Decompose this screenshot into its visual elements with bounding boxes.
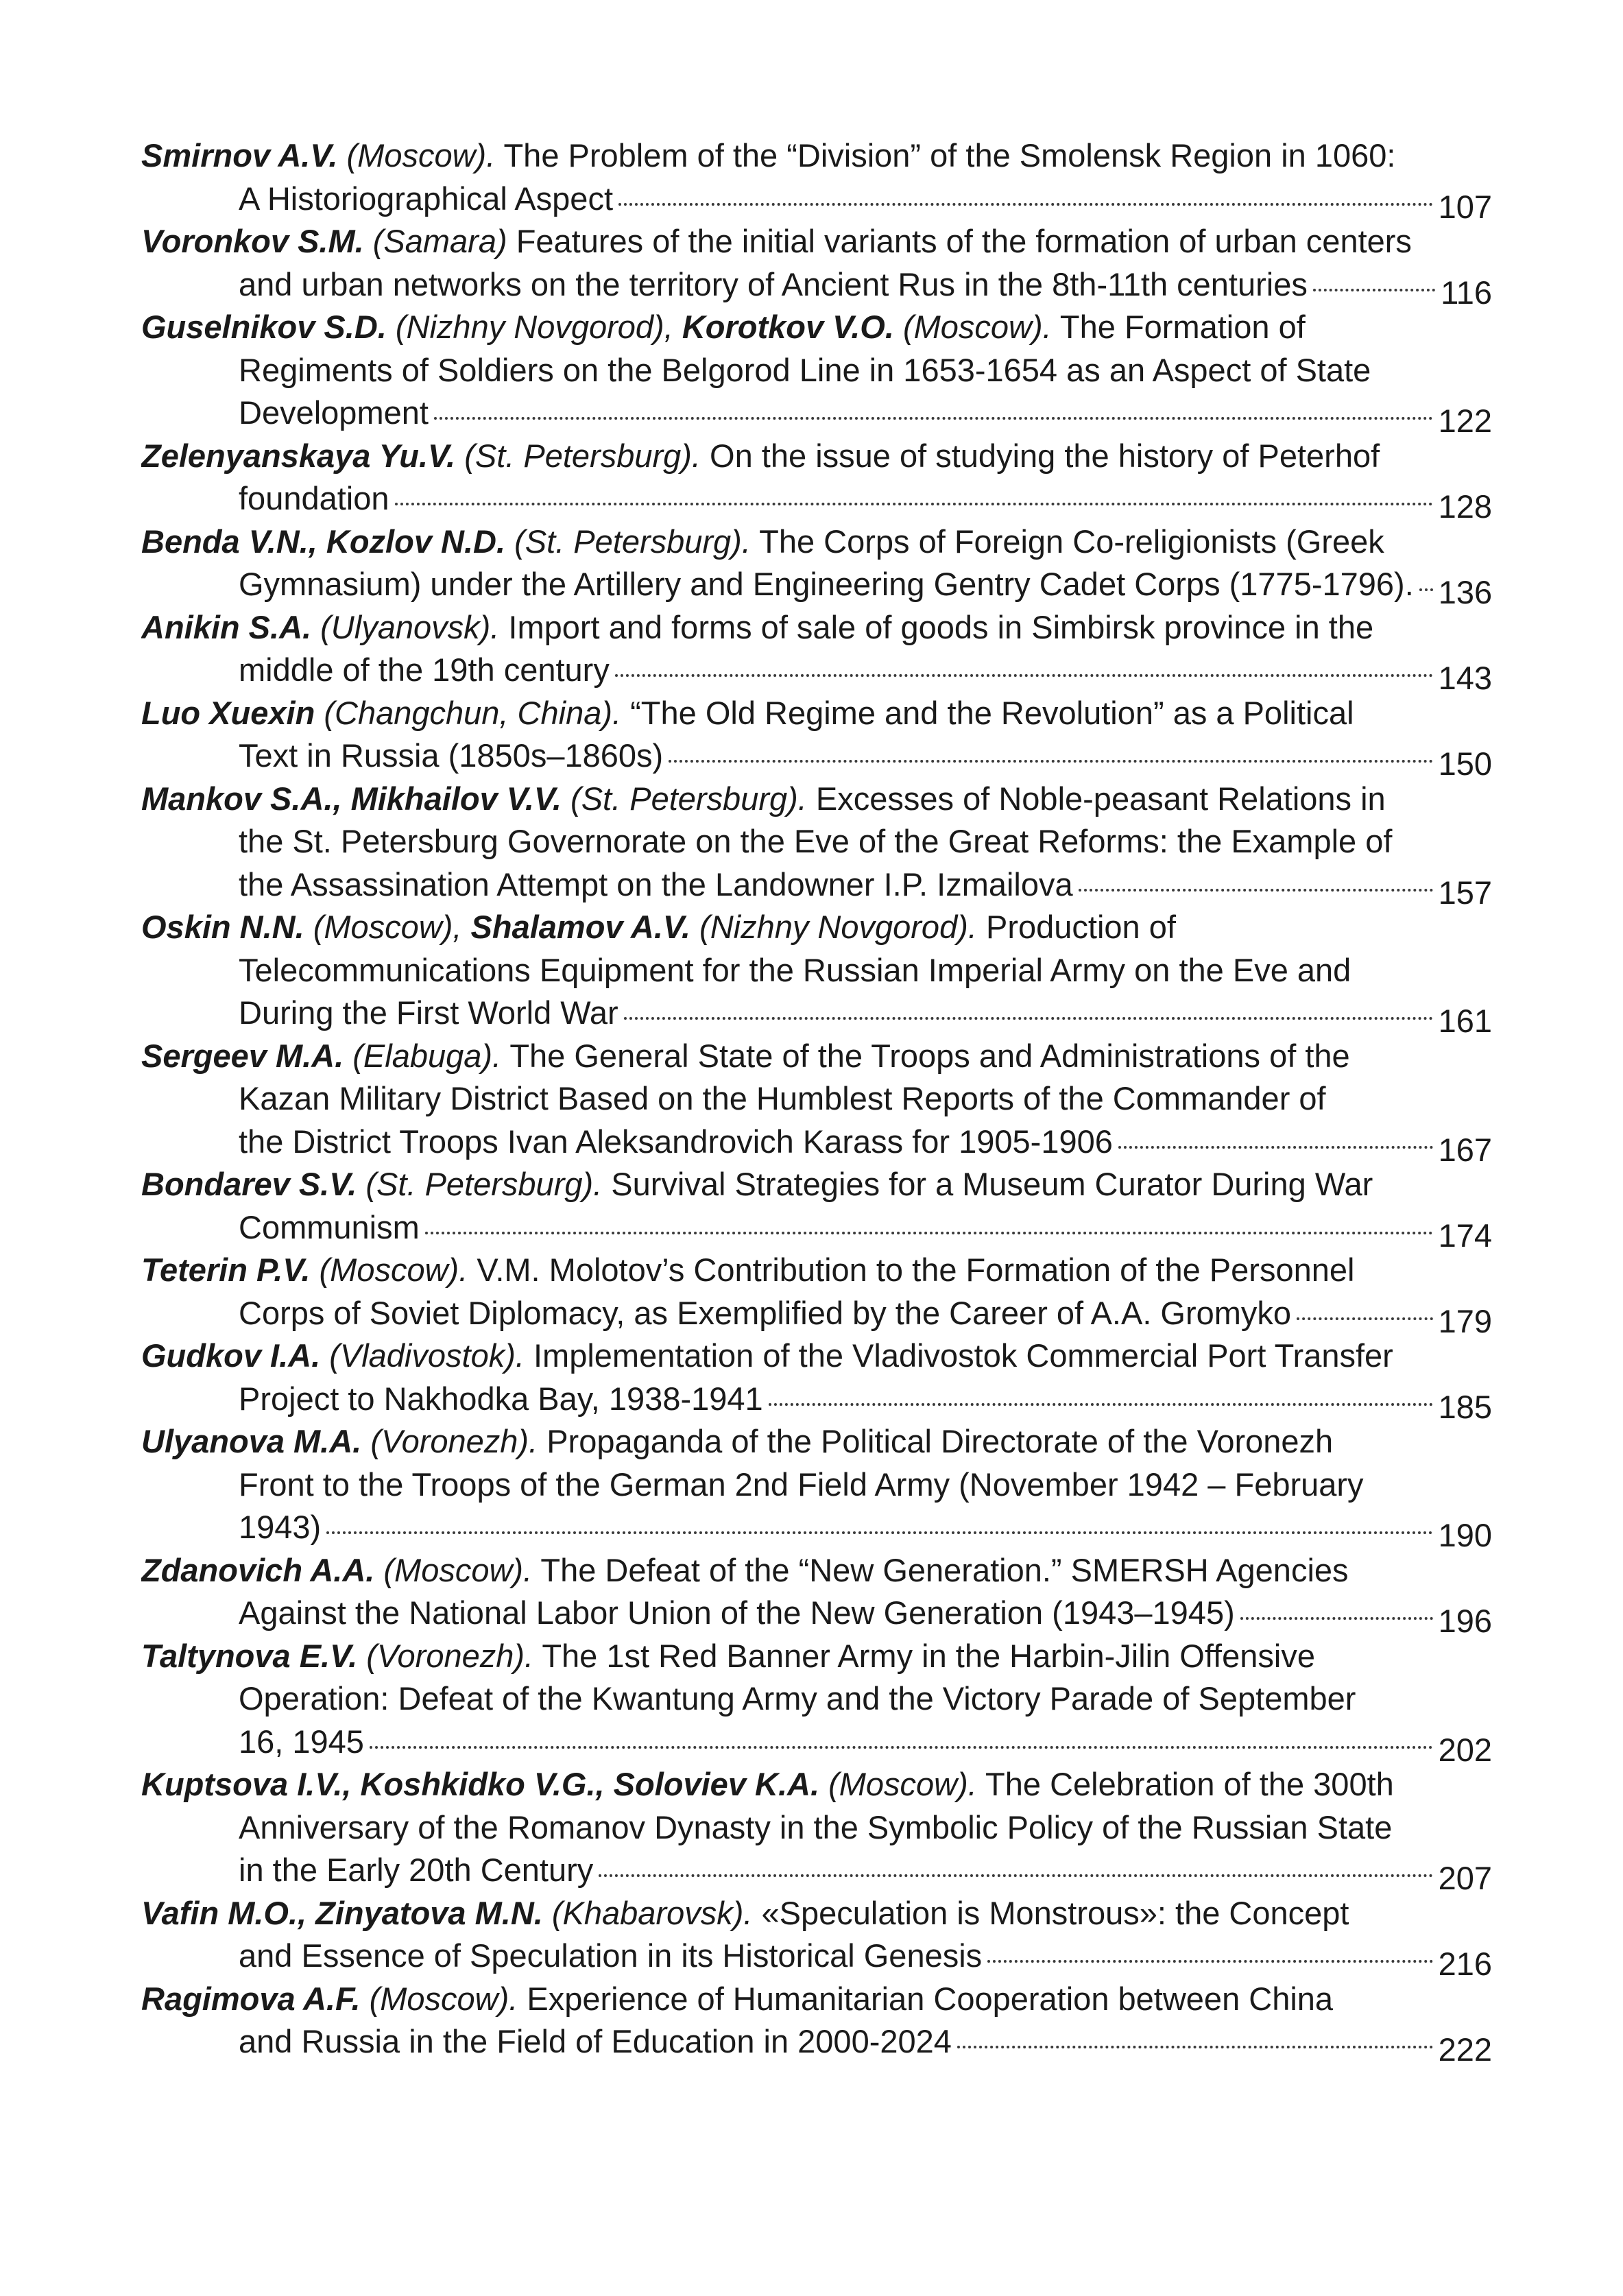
toc-entry-first-line — [141, 906, 1492, 949]
entry-last-line — [141, 863, 1492, 907]
entry-last-line — [141, 392, 1492, 435]
entry-title-start: Excesses of Noble-peasant Relations in — [815, 780, 1386, 817]
entry-page-number: 196 — [1438, 1603, 1492, 1635]
toc-entry-first-line — [141, 692, 1492, 735]
entry-page-number: 136 — [1438, 574, 1492, 606]
entry-city: (Moscow). — [369, 1980, 518, 2017]
entry-last-line — [141, 477, 1492, 521]
entry-title-end: and Russia in the Field of Education in 2000-2024 — [239, 2023, 952, 2059]
entry-page-number: 143 — [1438, 660, 1492, 692]
entry-title-start: Survival Strategies for a Museum Curator During War — [611, 1166, 1373, 1202]
dot-leader — [599, 1874, 1432, 1877]
dot-leader — [434, 417, 1433, 420]
dot-leader — [615, 674, 1433, 677]
entry-page-number: 222 — [1438, 2031, 1492, 2064]
entry-authors: Bondarev S.V. — [141, 1166, 357, 1202]
entry-title-end: 16, 1945 — [239, 1723, 364, 1760]
toc-entry-first-line — [141, 606, 1492, 649]
entry-title-start: “The Old Regime and the Revolution” as a Political — [630, 694, 1354, 731]
entry-authors: Zdanovich A.A. — [141, 1551, 375, 1588]
entry-authors: Benda V.N., Kozlov N.D. — [141, 523, 506, 560]
entry-authors: Taltynova E.V. — [141, 1637, 358, 1674]
dot-leader — [669, 760, 1432, 763]
entry-title-start: Features of the initial variants of the formation of urban centers — [516, 223, 1412, 259]
dot-leader — [624, 1017, 1433, 1020]
toc-entry — [141, 1035, 1492, 1164]
entry-title-end: Corps of Soviet Diplomacy, as Exemplified by the Career of A.A. Gromyko — [239, 1294, 1292, 1331]
entry-title-end: in the Early 20th Century — [239, 1852, 594, 1888]
toc-entry — [141, 521, 1492, 606]
toc-entry — [141, 606, 1492, 692]
entry-authors: Kuptsova I.V., Koshkidko V.G., Soloviev K.A. — [141, 1766, 820, 1802]
entry-authors: Guselnikov S.D. — [141, 309, 387, 345]
entry-authors: Gudkov I.A. — [141, 1337, 321, 1374]
entry-title-start: The Corps of Foreign Co-religionists (Greek — [759, 523, 1384, 560]
toc-entry — [141, 1978, 1492, 2064]
dot-leader — [370, 1746, 1433, 1749]
dot-leader — [1297, 1317, 1433, 1320]
toc-entry — [141, 1892, 1492, 1978]
entry-title-end: foundation — [239, 480, 389, 516]
entry-authors: Teterin P.V. — [141, 1252, 311, 1288]
entry-title-start: The General State of the Troops and Administrations of the — [509, 1037, 1350, 1074]
entry-title-start: Propaganda of the Political Directorate of the Voronezh — [546, 1423, 1334, 1459]
entry-title-end: the District Troops Ivan Aleksandrovich Karass for 1905-1906 — [239, 1123, 1113, 1160]
toc-entry — [141, 1249, 1492, 1335]
dot-leader — [1240, 1617, 1433, 1620]
toc-entry-first-line — [141, 521, 1492, 564]
entry-page-number: 179 — [1438, 1302, 1492, 1335]
entry-title-continuation: Kazan Military District Based on the Humblest Reports of the Commander of — [239, 1080, 1326, 1116]
entry-city: (Moscow). — [319, 1252, 468, 1288]
entry-city: (St. Petersburg). — [365, 1166, 603, 1202]
toc-entry — [141, 1635, 1492, 1764]
toc-entry-first-line — [141, 1763, 1492, 1806]
entry-page-number: 161 — [1438, 1003, 1492, 1035]
entry-authors: Mankov S.A., Mikhailov V.V. — [141, 780, 562, 817]
toc-entry — [141, 220, 1492, 306]
toc-entry-first-line — [141, 1163, 1492, 1206]
dot-leader — [1079, 889, 1433, 892]
entry-title-end: 1943) — [239, 1509, 322, 1545]
entry-title-start: Implementation of the Vladivostok Commercial Port Transfer — [533, 1337, 1393, 1374]
entry-last-line — [141, 178, 1492, 221]
toc-entry — [141, 1420, 1492, 1549]
dot-leader — [326, 1531, 1432, 1534]
entry-title-end: Project to Nakhodka Bay, 1938-1941 — [239, 1380, 763, 1417]
entry-page-number: 122 — [1438, 403, 1492, 435]
entry-title-end: middle of the 19th century — [239, 651, 610, 688]
entry-authors: Anikin S.A. — [141, 608, 312, 645]
dot-leader — [769, 1403, 1433, 1406]
entry-authors: Oskin N.N. — [141, 909, 304, 945]
entry-title-continuation: Front to the Troops of the German 2nd Field Army (November 1942 – February — [239, 1466, 1364, 1503]
entry-city: (Moscow). — [828, 1766, 977, 1802]
toc-entry — [141, 906, 1492, 1035]
entry-title-start: Experience of Humanitarian Cooperation between China — [527, 1980, 1334, 2017]
toc-entry — [141, 1549, 1492, 1635]
entry-page-number: 157 — [1438, 874, 1492, 906]
dot-leader — [618, 203, 1433, 206]
toc-entry — [141, 1163, 1492, 1249]
entry-last-line — [141, 563, 1492, 606]
entry-city: (Moscow), — [313, 909, 462, 945]
toc-entry-first-line — [141, 1335, 1492, 1378]
entry-title-start: The Formation of — [1059, 309, 1306, 345]
entry-last-line — [141, 1935, 1492, 1978]
entry-title-end: Development — [239, 394, 429, 431]
entry-city: (Ulyanovsk). — [320, 608, 500, 645]
entry-authors: Smirnov A.V. — [141, 137, 338, 174]
entry-title-end: Text in Russia (1850s–1860s) — [239, 737, 664, 774]
entry-title-end: and Essence of Speculation in its Historical Genesis — [239, 1937, 983, 1974]
toc-entry-first-line — [141, 1549, 1492, 1592]
dot-leader — [1313, 289, 1435, 291]
toc-entry-first-line — [141, 1035, 1492, 1078]
entry-authors: Sergeev M.A. — [141, 1037, 344, 1074]
toc-entry-first-line — [141, 778, 1492, 821]
toc-entry — [141, 692, 1492, 778]
toc-entry-first-line — [141, 1249, 1492, 1292]
entry-city: (Moscow). — [383, 1551, 533, 1588]
entry-title-continuation: the St. Petersburg Governorate on the Eve of the Great Reforms: the Example of — [239, 823, 1393, 859]
entry-last-line — [141, 1849, 1492, 1892]
entry-city: (St. Petersburg). — [514, 523, 751, 560]
entry-title-continuation: Operation: Defeat of the Kwantung Army and the Victory Parade of September — [239, 1680, 1356, 1717]
entry-title-continuation: Regiments of Soldiers on the Belgorod Line in 1653-1654 as an Aspect of State — [239, 351, 1371, 388]
entry-city: (Voronezh). — [366, 1637, 534, 1674]
entry-authors: Voronkov S.M. — [141, 223, 364, 259]
dot-leader — [987, 1960, 1432, 1963]
entry-city: (Voronezh). — [370, 1423, 538, 1459]
entry-last-line — [141, 734, 1492, 778]
entry-authors-second: Shalamov A.V. — [470, 909, 690, 945]
entry-page-number: 202 — [1438, 1731, 1492, 1763]
entry-page-number: 190 — [1438, 1517, 1492, 1549]
toc-entry — [141, 1335, 1492, 1420]
entry-page-number: 167 — [1438, 1131, 1492, 1163]
toc-entry — [141, 1763, 1492, 1892]
entry-city: (Moscow). — [346, 137, 496, 174]
entry-last-line — [141, 1506, 1492, 1549]
entry-page-number: 216 — [1438, 1946, 1492, 1978]
entry-title-start: The Celebration of the 300th — [985, 1766, 1394, 1802]
entry-city: (Samara) — [372, 223, 507, 259]
entry-authors: Ragimova A.F. — [141, 1980, 361, 2017]
entry-last-line — [141, 263, 1492, 307]
entry-authors: Luo Xuexin — [141, 694, 315, 731]
entry-city: (Khabarovsk). — [551, 1894, 753, 1931]
entry-title-end: the Assassination Attempt on the Landowner I.P. Izmailova — [239, 865, 1073, 902]
entry-title-start: Import and forms of sale of goods in Simbirsk province in the — [508, 608, 1374, 645]
toc-entry — [141, 778, 1492, 907]
entry-last-line — [141, 1121, 1492, 1164]
dot-leader — [395, 503, 1433, 505]
entry-title-start: Production of — [985, 909, 1176, 945]
entry-title-start: On the issue of studying the history of Peterhof — [710, 437, 1380, 474]
entry-city: (Vladivostok). — [329, 1337, 525, 1374]
entry-city: (Elabuga). — [352, 1037, 502, 1074]
dot-leader — [425, 1232, 1433, 1234]
entry-title-start: «Speculation is Monstrous»: the Concept — [761, 1894, 1349, 1931]
dot-leader — [1118, 1146, 1433, 1149]
entry-city-second: (Nizhny Novgorod). — [699, 909, 977, 945]
dot-leader — [1419, 588, 1433, 591]
toc-entry-first-line — [141, 1892, 1492, 1935]
entry-city: (St. Petersburg). — [464, 437, 701, 474]
entry-title-end: and urban networks on the territory of Ancient Rus in the 8th-11th centuries — [239, 265, 1308, 302]
toc-entry-first-line — [141, 134, 1492, 178]
entry-title-start: V.M. Molotov’s Contribution to the Formation of the Personnel — [477, 1252, 1355, 1288]
entry-page-number: 128 — [1438, 488, 1492, 521]
entry-title-end: Gymnasium) under the Artillery and Engineering Gentry Cadet Corps (1775-1796). — [239, 566, 1414, 602]
entry-page-number: 207 — [1438, 1860, 1492, 1892]
entry-authors: Zelenyanskaya Yu.V. — [141, 437, 456, 474]
entry-authors: Ulyanova M.A. — [141, 1423, 362, 1459]
entry-page-number: 107 — [1438, 188, 1492, 220]
entry-city: (Nizhny Novgorod), — [395, 309, 673, 345]
entry-authors: Vafin M.O., Zinyatova M.N. — [141, 1894, 543, 1931]
entry-title-continuation: Telecommunications Equipment for the Russian Imperial Army on the Eve and — [239, 951, 1351, 988]
entry-title-start: The Defeat of the “New Generation.” SMERSH Agencies — [540, 1551, 1349, 1588]
entry-page-number: 116 — [1441, 274, 1492, 306]
entry-title-end: Communism — [239, 1208, 420, 1245]
entry-last-line — [141, 1292, 1492, 1335]
entry-last-line — [141, 992, 1492, 1035]
entry-title-start: The 1st Red Banner Army in the Harbin-Jilin Offensive — [542, 1637, 1315, 1674]
entry-page-number: 174 — [1438, 1217, 1492, 1249]
toc-entry-first-line — [141, 1635, 1492, 1678]
entry-last-line — [141, 1378, 1492, 1421]
toc-entry-first-line — [141, 306, 1492, 349]
dot-leader — [957, 2046, 1433, 2048]
entry-city: (St. Petersburg). — [570, 780, 807, 817]
entry-title-start: The Problem of the “Division” of the Smolensk Region in 1060: — [503, 137, 1396, 174]
toc-entry-first-line — [141, 435, 1492, 478]
entry-last-line — [141, 1206, 1492, 1249]
entry-title-end: Against the National Labor Union of the New Generation (1943–1945) — [239, 1594, 1235, 1631]
entry-title-continuation: Anniversary of the Romanov Dynasty in the Symbolic Policy of the Russian State — [239, 1808, 1393, 1845]
entry-title-end: During the First World War — [239, 994, 618, 1031]
entry-last-line — [141, 2020, 1492, 2064]
toc-entry-first-line — [141, 1420, 1492, 1463]
entry-title-end: A Historiographical Aspect — [239, 180, 614, 217]
entry-city: (Changchun, China). — [324, 694, 622, 731]
entry-last-line — [141, 1721, 1492, 1764]
toc-entry-first-line — [141, 220, 1492, 263]
toc-entry — [141, 134, 1492, 220]
entry-city-second: (Moscow). — [902, 309, 1052, 345]
entry-authors-second: Korotkov V.O. — [682, 309, 894, 345]
toc-entry — [141, 435, 1492, 521]
table-of-contents — [141, 134, 1492, 2064]
entry-page-number: 185 — [1438, 1388, 1492, 1420]
entry-page-number: 150 — [1438, 745, 1492, 778]
entry-last-line — [141, 1592, 1492, 1635]
toc-entry — [141, 306, 1492, 435]
entry-last-line — [141, 649, 1492, 692]
toc-entry-first-line — [141, 1978, 1492, 2021]
